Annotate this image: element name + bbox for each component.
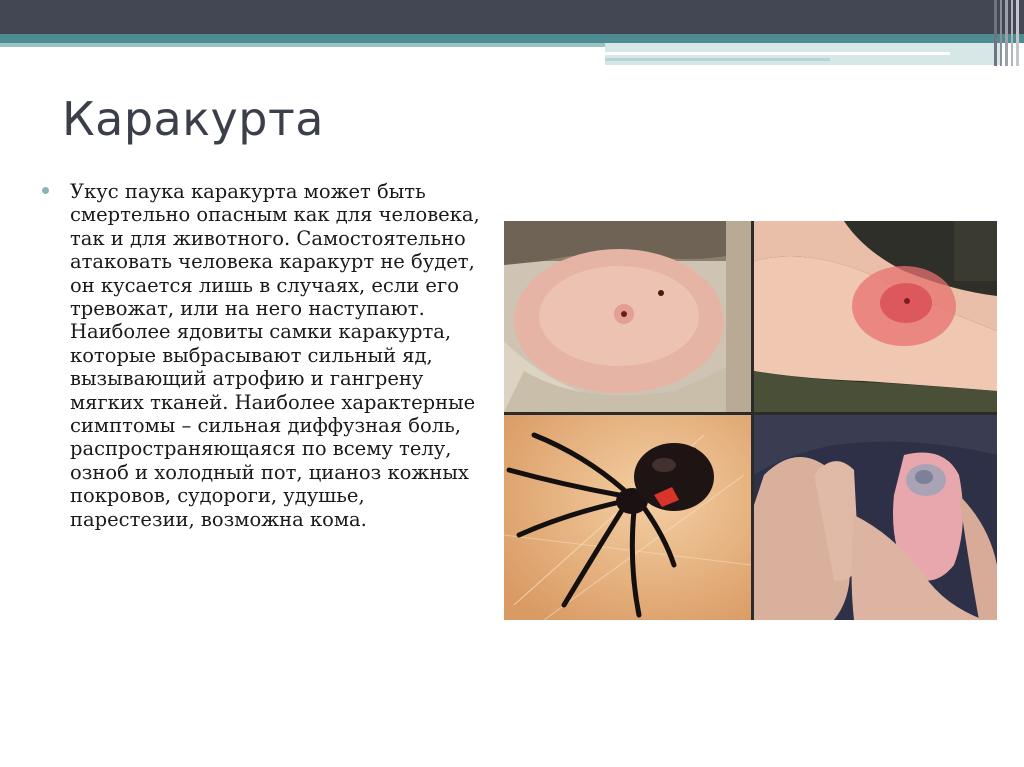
edge-stripe [1016,0,1019,66]
edge-stripe [994,0,997,66]
photo-collage [504,221,997,620]
header-accent-line [605,58,830,61]
bullet-item [42,180,492,531]
header-light-line [0,43,605,47]
header-teal-bar [0,34,1024,43]
header-dark-bar [0,0,1024,34]
edge-stripe [1011,0,1013,66]
slide-title: Каракурта [62,92,324,146]
black-widow-spider-photo [504,415,751,620]
edge-stripe [1005,0,1008,66]
bullet-dot-icon [42,187,49,194]
bite-on-arm-photo [754,221,997,412]
bite-on-back-photo [504,221,751,412]
bullet-text: Укус паука каракурта может быть смертельно опасным как для человека, так и для животного. Самостоятельно атаковать человека каракурт не будет, он кусается лишь в случаях, если его тревожат, или на него наступают. Наиболее ядовиты самки каракурта, которые выбрасывают сильный яд, вызывающий атрофию и гангрену мягких тканей. Наиболее характерные симптомы – сильная диффузная боль, распространяющаяся по всему телу, озноб и холодный пот, цианоз кожных покровов, судороги, удушье, парестезии, возможна кома. [70,180,480,531]
bullet-list [42,180,492,531]
swollen-finger-photo [754,415,997,620]
edge-stripe [1000,0,1002,66]
header-accent-line [605,52,950,55]
